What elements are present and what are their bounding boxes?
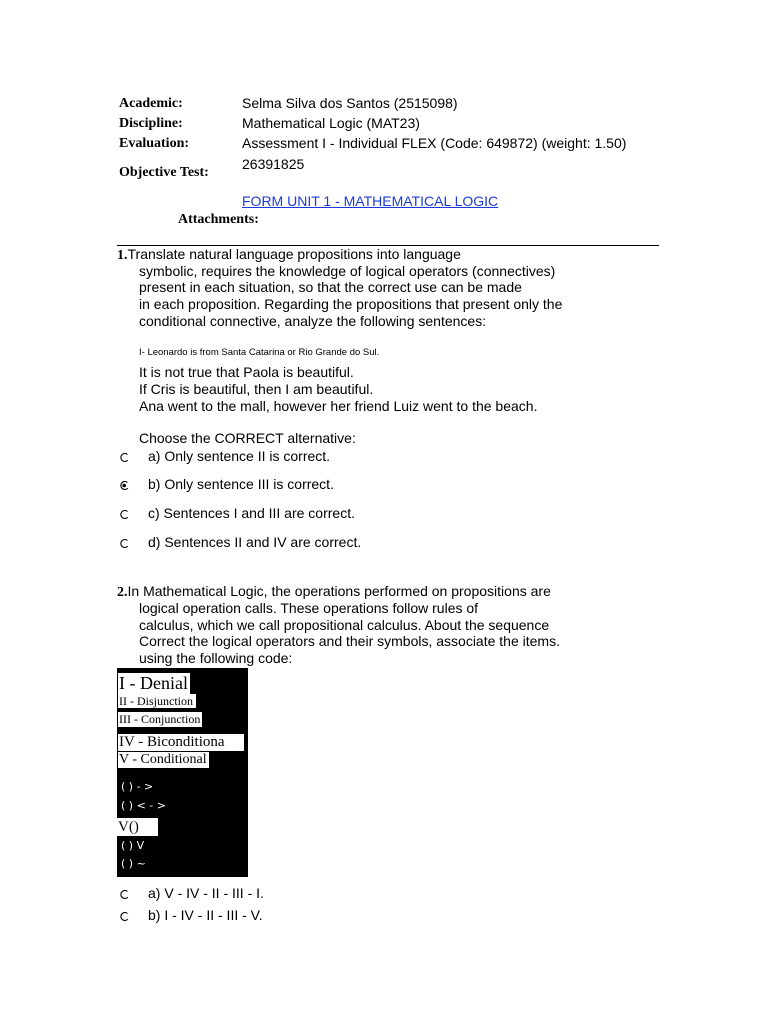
academic-value: Selma Silva dos Santos (2515098) [242,95,458,111]
q1-sentence-i: I- Leonardo is from Santa Catarina or Rio Grande do Sul. [139,347,380,358]
q1-text-line: symbolic, requires the knowledge of logical operators (connectives) [139,263,556,279]
q2-option-a-radio[interactable] [119,889,130,900]
q1-option-b: b) Only sentence III is correct. [148,476,334,492]
operator-item: I - Denial [119,673,188,693]
operator-item: V() [117,818,158,836]
objective-test-label: Objective Test: [119,165,209,180]
q1-text-line: conditional connective, analyze the following sentences: [139,313,487,329]
q2-text-line: Correct the logical operators and their symbols, associate the items. [139,633,560,649]
q1-text-line: Translate natural language propositions into language [127,246,461,262]
q2-text-line: calculus, which we call propositional calculus. About the sequence [139,617,550,633]
q2-number: 2. [117,585,128,600]
attachments-label: Attachments: [178,212,259,227]
q1-option-a: a) Only sentence II is correct. [148,448,331,464]
q2-option-b-radio[interactable] [119,911,130,922]
q1-option-c-radio[interactable] [119,509,130,520]
form-unit-link[interactable]: FORM UNIT 1 - MATHEMATICAL LOGIC [242,193,499,209]
discipline-value: Mathematical Logic (MAT23) [242,115,420,131]
q2-text-line: using the following code: [139,650,293,666]
q1-option-d-radio[interactable] [119,538,130,549]
evaluation-value: Assessment I - Individual FLEX (Code: 649872) (weight: 1.50) [242,135,627,151]
operator-symbol: ( ) - > [121,780,154,793]
q1-number: 1. [117,248,128,263]
q1-option-d: d) Sentences II and IV are correct. [148,534,362,550]
operator-item: V - Conditional [119,752,207,767]
evaluation-label: Evaluation: [119,136,190,151]
q1-sentence: Ana went to the mall, however her friend Luiz went to the beach. [139,398,538,414]
academic-label: Academic: [119,96,183,111]
operator-symbol: ( ) < - > [121,799,166,812]
operator-item: II - Disjunction [118,694,196,708]
q1-text-line: present in each situation, so that the correct use can be made [139,279,522,295]
q1-option-c: c) Sentences I and III are correct. [148,505,355,521]
q1-prompt: Choose the CORRECT alternative: [139,430,356,446]
q1-sentence: If Cris is beautiful, then I am beautiful. [139,381,374,397]
operator-item: IV - Biconditiona [118,734,244,751]
objective-test-value: 26391825 [242,156,305,172]
q2-text-line: In Mathematical Logic, the operations performed on propositions are [127,583,551,599]
operator-symbol: ( ) ~ [121,857,146,870]
operator-symbol: ( ) V [121,839,145,852]
q1-sentence: It is not true that Paola is beautiful. [139,364,354,380]
q2-option-b: b) I - IV - II - III - V. [148,907,263,923]
q2-option-a: a) V - IV - II - III - I. [148,885,264,901]
operator-item: III - Conjunction [119,712,201,726]
q2-text-line: logical operation calls. These operations follow rules of [139,600,479,616]
operators-image [117,668,248,877]
q1-option-b-radio[interactable] [119,480,130,491]
q1-option-a-radio[interactable] [119,452,130,463]
q1-first-line [117,246,461,265]
q1-text-line: in each proposition. Regarding the propositions that present only the [139,296,563,312]
q2-first-line [117,583,551,602]
discipline-label: Discipline: [119,116,183,131]
